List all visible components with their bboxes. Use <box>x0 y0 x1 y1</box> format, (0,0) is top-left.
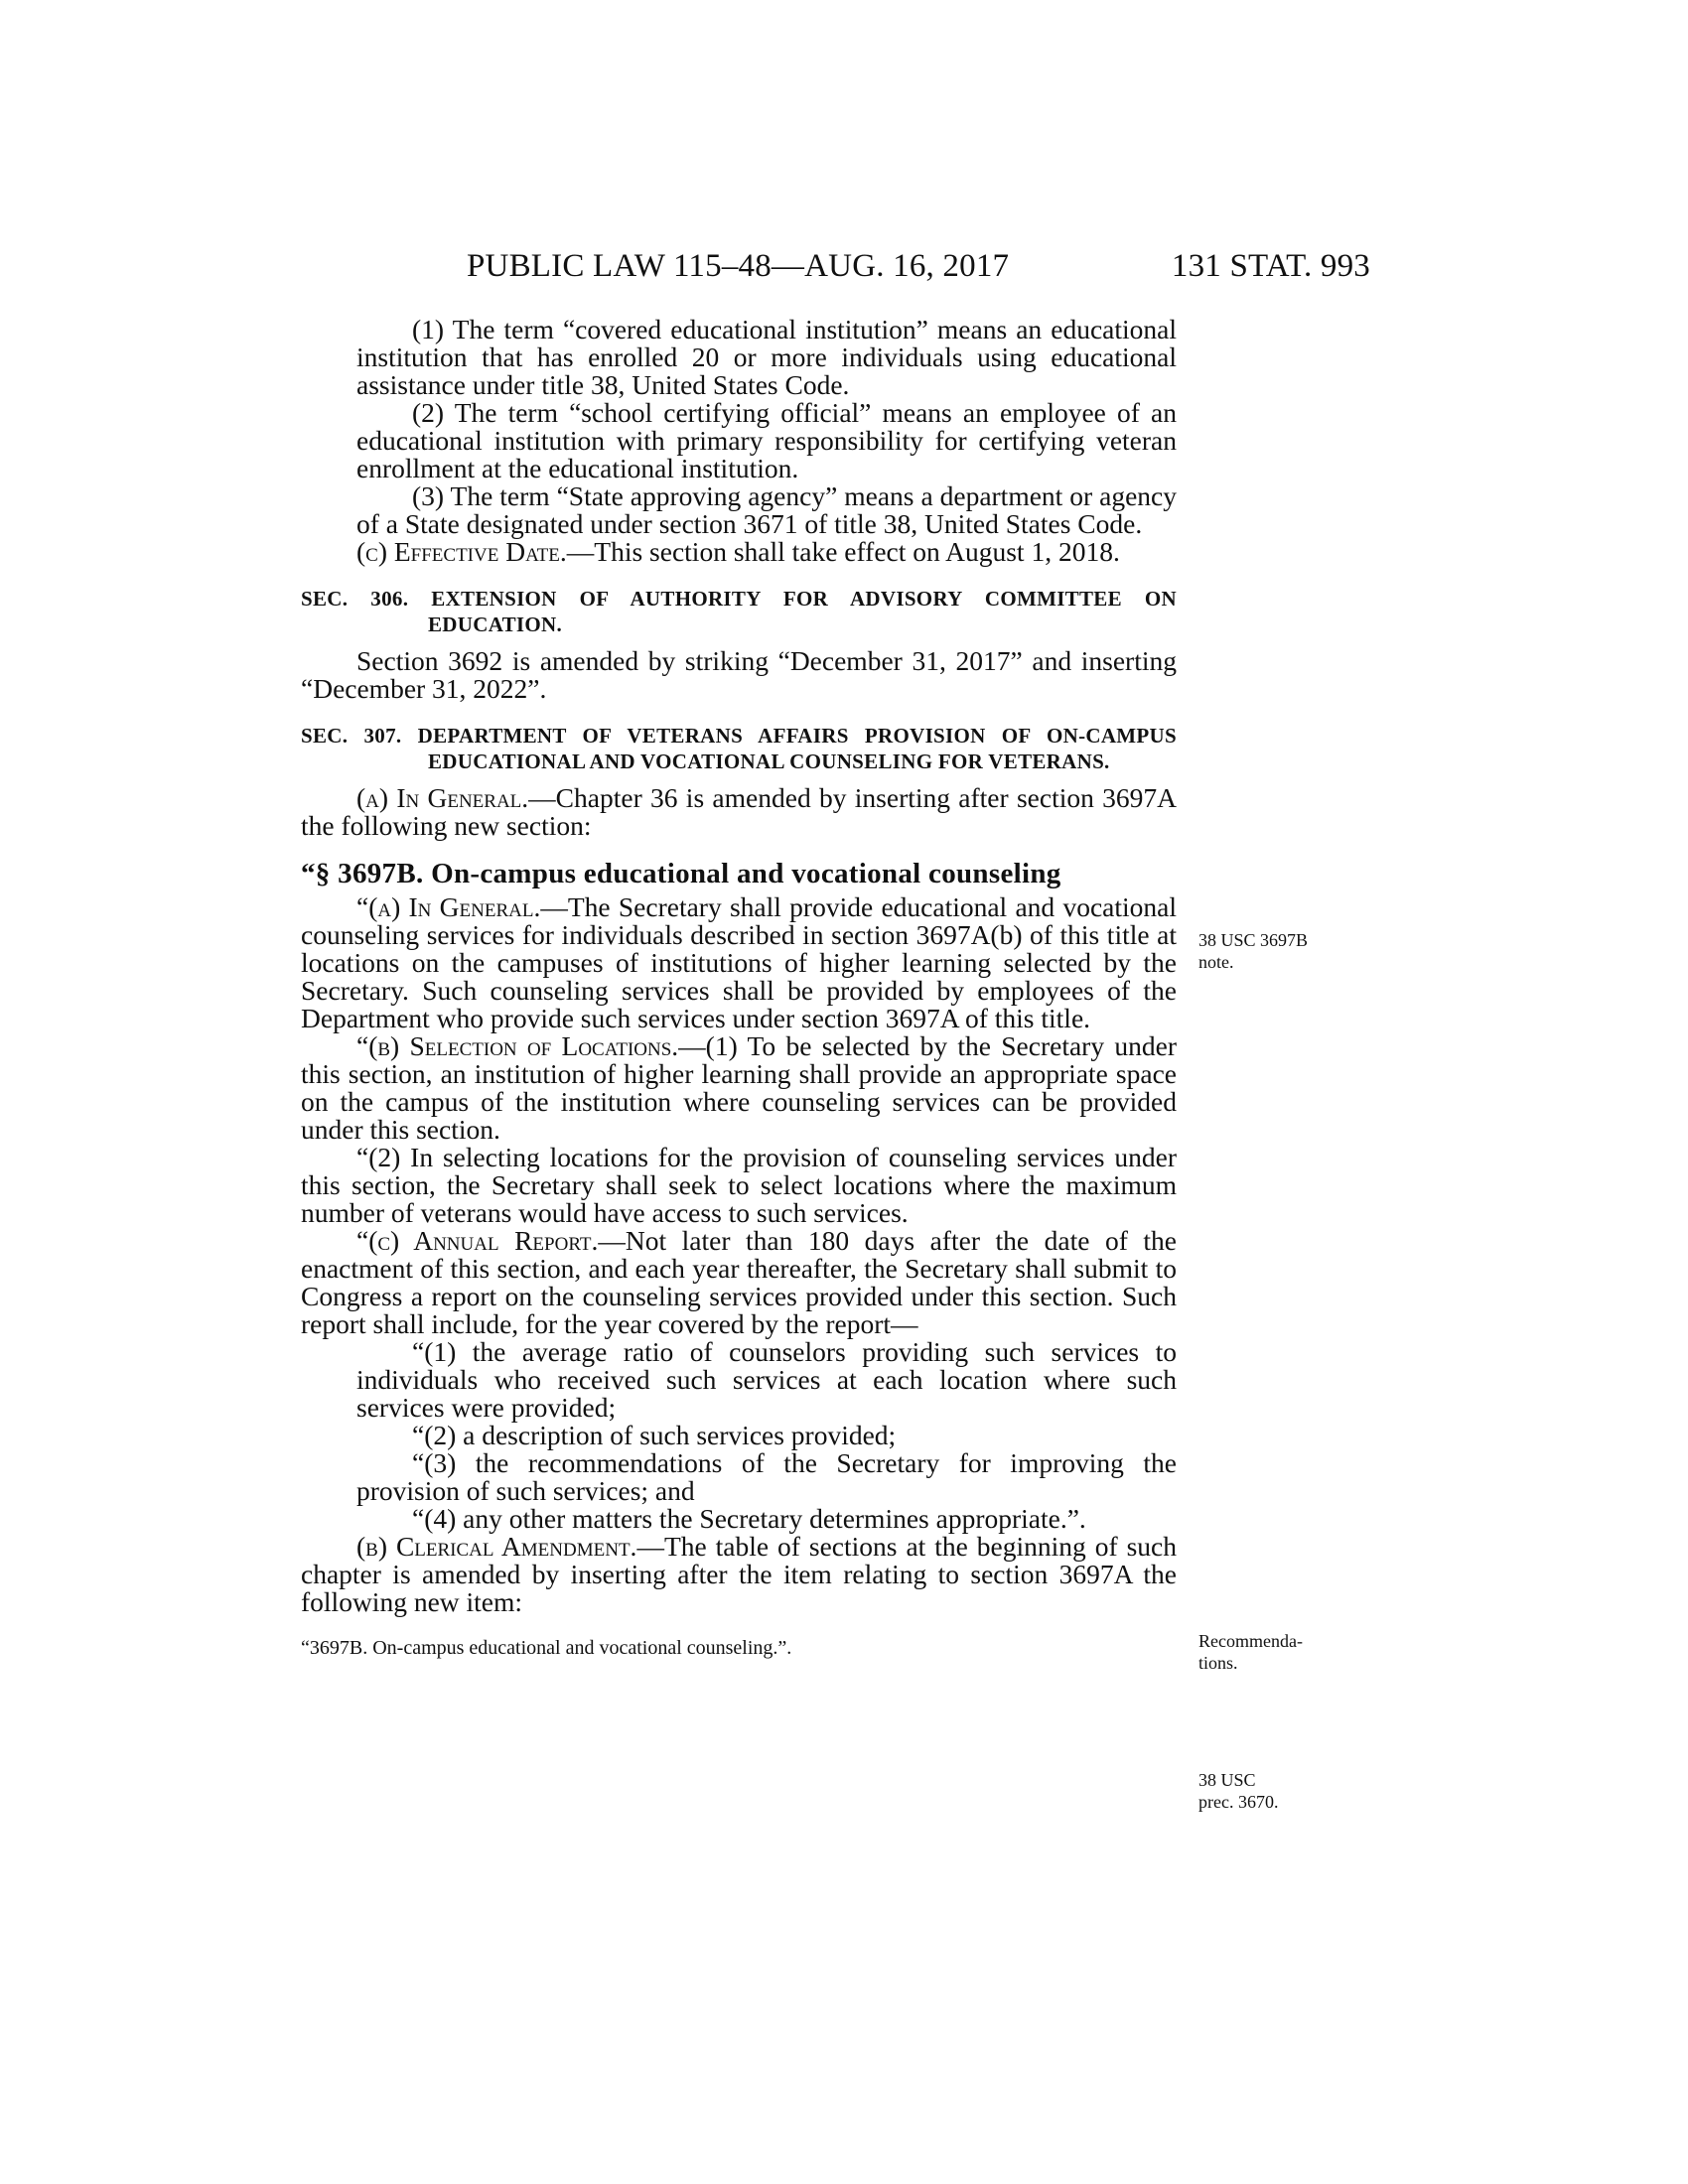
effective-date-text: —This section shall take effect on August 1, 2018. <box>566 536 1120 567</box>
margin-note-2-line-1: Recommenda- <box>1198 1631 1303 1651</box>
clerical-amendment <box>301 1533 1177 1616</box>
section-3697b-b2: “(2) In selecting locations for the provision of counseling services under this section, the Secretary shall seek to select locations where the maximum number of veterans would have access to such services. <box>301 1142 1177 1228</box>
sec-307-a-text: —Chapter 36 is amended by inserting after section 3697A the following new section: <box>301 782 1177 841</box>
section-3697b-b-text: —(1) To be selected by the Secretary under this section, an institution of higher learning shall provide an appropriate space on the campus of the institution where counseling services can be provided under this section. <box>301 1030 1177 1145</box>
page-header <box>298 248 1370 288</box>
margin-note-3-line-2: prec. 3670. <box>1198 1792 1279 1812</box>
section-3697b-c-text: —Not later than 180 days after the date of the enactment of this section, and each year thereafter, the Secretary shall submit to Congress a report on the counseling services provided under this section. Such report shall include, for the year covered by the report— <box>301 1225 1177 1339</box>
sec-306-heading: SEC. 306. EXTENSION OF AUTHORITY FOR ADVISORY COMMITTEE ON EDUCATION. <box>301 587 1177 636</box>
effective-date-label: (c) Effective Date. <box>356 536 567 567</box>
section-3697b-c-label: “(c) Annual Report. <box>356 1225 599 1256</box>
section-3697b-c2: “(2) a description of such services provided; <box>412 1420 897 1450</box>
section-3697b-b <box>301 1032 1177 1144</box>
section-3697b-b-label: “(b) Selection of Locations. <box>356 1030 679 1061</box>
sec-307-a-paragraph <box>301 784 1177 840</box>
document-body <box>301 316 1177 1662</box>
margin-note-38-usc-prec <box>1198 1769 1278 1813</box>
effective-date-paragraph <box>301 538 1177 566</box>
section-3697b-c1: “(1) the average ratio of counselors providing such services to individuals who received such services at each location where such services were provided; <box>356 1336 1177 1423</box>
public-law-title: PUBLIC LAW 115–48—AUG. 16, 2017 <box>467 248 1010 284</box>
clerical-amendment-label: (b) Clerical Amendment. <box>356 1531 637 1562</box>
sec-307-a-label: (a) In General. <box>356 782 529 813</box>
sec-307-heading: SEC. 307. DEPARTMENT OF VETERANS AFFAIRS PROVISION OF ON-CAMPUS EDUCATIONAL AND VOCATIONAL COUNSELING FOR VETERANS. <box>301 724 1177 773</box>
definition-2: (2) The term “school certifying official” means an employee of an educational institution with primary responsibility for certifying veteran enrollment at the educational institution. <box>356 397 1177 483</box>
statute-page-number: 131 STAT. 993 <box>1171 248 1370 284</box>
section-3697b-c <box>301 1227 1177 1338</box>
section-3697b-a <box>301 893 1177 1032</box>
definition-3: (3) The term “State approving agency” means a department or agency of a State designated under section 3671 of title 38, United States Code. <box>356 480 1177 539</box>
section-3697b-heading: “§ 3697B. On-campus educational and vocational counseling <box>301 858 1061 889</box>
sec-306-text: Section 3692 is amended by striking “December 31, 2017” and inserting “December 31, 2022”. <box>301 645 1177 704</box>
margin-note-1-line-1: 38 USC 3697B <box>1198 930 1309 950</box>
section-3697b-a-label: “(a) In General. <box>356 891 541 922</box>
margin-note-1-line-2: note. <box>1198 952 1234 972</box>
table-of-sections-item: “3697B. On-campus educational and vocational counseling.”. <box>301 1637 792 1659</box>
clerical-amendment-text: —The table of sections at the beginning of such chapter is amended by inserting after the item relating to section 3697A the following new item: <box>301 1531 1177 1617</box>
margin-note-38-usc-3697b <box>1198 929 1308 973</box>
section-3697b-c3: “(3) the recommendations of the Secretary for improving the provision of such services; and <box>356 1447 1177 1506</box>
section-3697b-c4: “(4) any other matters the Secretary determines appropriate.”. <box>412 1503 1086 1534</box>
section-3697b-a-text: —The Secretary shall provide educational and vocational counseling services for individuals described in section 3697A(b) of this title at locations on the campuses of institutions of higher learning selected by the Secretary. Such counseling services shall be provided by employees of the Department who provide such services under section 3697A of this title. <box>301 891 1177 1033</box>
margin-note-2-line-2: tions. <box>1198 1653 1238 1673</box>
definition-1: (1) The term “covered educational institution” means an educational institution that has enrolled 20 or more individuals using educational assistance under title 38, United States Code. <box>356 314 1177 400</box>
margin-note-3-line-1: 38 USC <box>1198 1770 1256 1790</box>
margin-note-recommendations <box>1198 1630 1303 1674</box>
